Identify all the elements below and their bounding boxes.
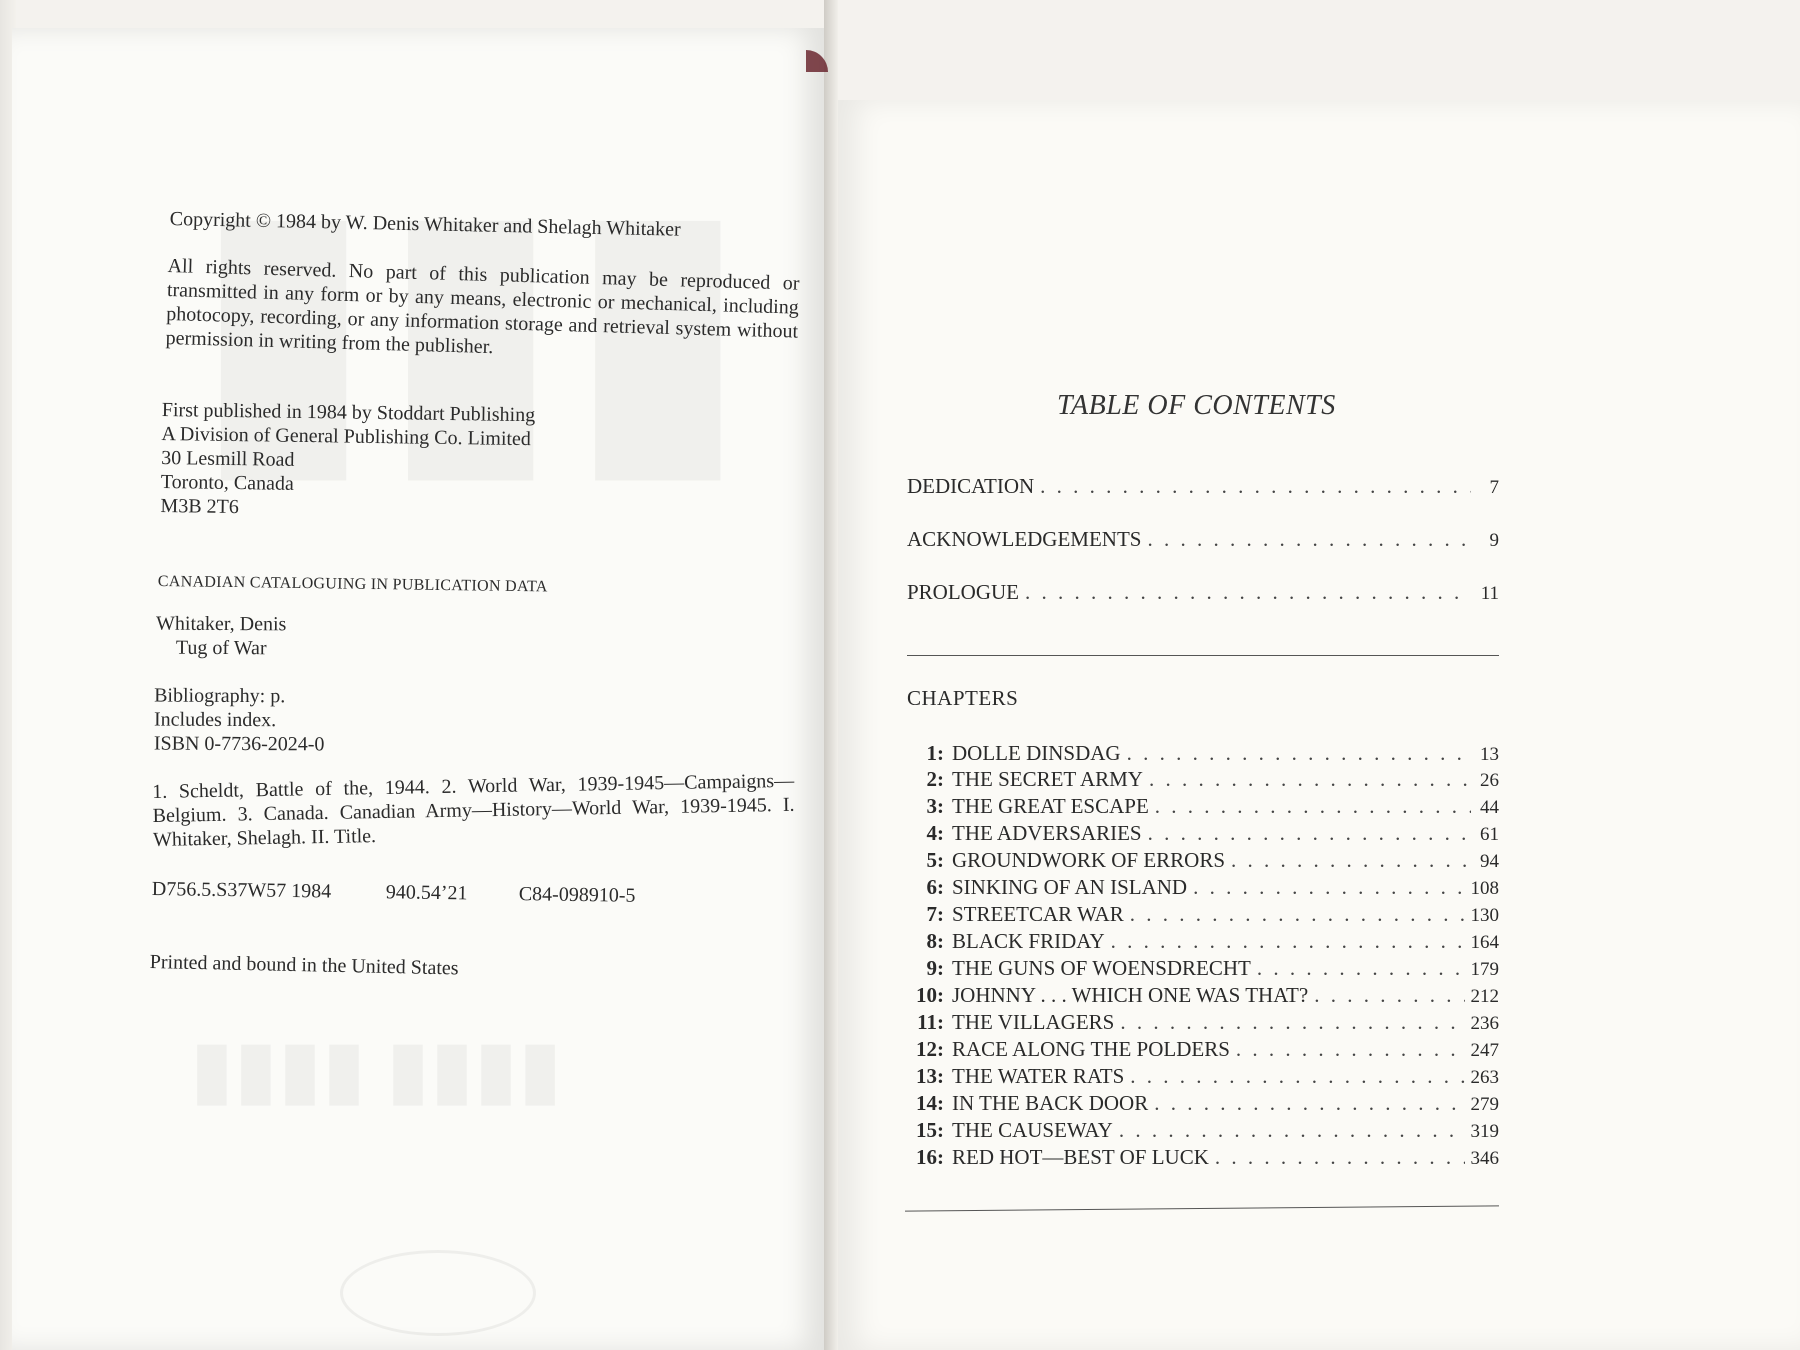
catalog-author: Whitaker, Denis — [156, 612, 287, 636]
dot-leader — [1119, 1118, 1465, 1143]
chapter-entry — [902, 1091, 1499, 1117]
dot-leader — [1127, 741, 1471, 766]
dewey-number: 940.54’21 — [385, 881, 468, 905]
chapter-title: IN THE BACK DOOR — [952, 1091, 1149, 1115]
chapter-page: 164 — [1470, 932, 1499, 953]
chapter-entry — [902, 929, 1499, 955]
dot-leader — [1040, 474, 1471, 499]
bibliography-note: Bibliography: p. — [154, 684, 286, 708]
divider-rule — [907, 655, 1499, 656]
chapter-page: 236 — [1470, 1013, 1499, 1034]
chapter-title: THE CAUSEWAY — [952, 1118, 1113, 1142]
chapter-number: 3: — [926, 794, 944, 818]
publisher-line: A Division of General Publishing Co. Limited — [161, 422, 532, 451]
toc-entry — [907, 580, 1499, 610]
lc-number: D756.5.S37W57 1984 — [151, 877, 332, 903]
chapter-page: 247 — [1470, 1040, 1499, 1061]
chapter-entry — [902, 767, 1499, 793]
toc-entry-page: 7 — [1489, 477, 1499, 498]
dot-leader — [1147, 527, 1471, 552]
chapter-number: 12: — [916, 1037, 944, 1061]
toc-title: TABLE OF CONTENTS — [1057, 390, 1336, 421]
toc-entry-page: 11 — [1480, 583, 1499, 604]
dot-leader — [1257, 956, 1465, 981]
isbn: ISBN 0-7736-2024-0 — [153, 732, 325, 756]
chapter-number: 14: — [916, 1091, 944, 1115]
chapter-title: THE SECRET ARMY — [952, 767, 1143, 791]
dot-leader — [1120, 1010, 1464, 1035]
chapter-page: 319 — [1470, 1121, 1499, 1142]
catalog-author-block — [156, 612, 287, 661]
catalog-title: Tug of War — [175, 636, 267, 660]
chapter-entry — [902, 956, 1499, 982]
publisher-line: M3B 2T6 — [160, 494, 239, 519]
chapter-page: 212 — [1470, 986, 1499, 1007]
chapter-entry — [902, 1010, 1499, 1036]
chapter-title: RACE ALONG THE POLDERS — [952, 1037, 1230, 1061]
cip-number: C84-098910-5 — [518, 883, 636, 907]
publisher-block — [160, 398, 535, 523]
chapter-number: 16: — [916, 1145, 944, 1169]
chapter-title: THE WATER RATS — [952, 1064, 1125, 1088]
chapter-number: 11: — [917, 1010, 944, 1034]
dot-leader — [1130, 902, 1465, 927]
chapter-number: 4: — [926, 821, 944, 845]
chapter-title: THE GUNS OF WOENSDRECHT — [952, 956, 1251, 980]
toc-entry — [907, 474, 1499, 504]
chapter-page: 279 — [1470, 1094, 1499, 1115]
chapter-entry — [902, 875, 1499, 901]
dot-leader — [1155, 794, 1471, 819]
chapter-number: 1: — [926, 741, 944, 765]
toc-entry-label: DEDICATION — [907, 474, 1035, 498]
dot-leader — [1314, 983, 1464, 1008]
dot-leader — [1236, 1037, 1465, 1062]
chapter-title: SINKING OF AN ISLAND — [952, 875, 1188, 899]
chapter-page: 61 — [1480, 824, 1499, 845]
chapter-page: 179 — [1470, 959, 1499, 980]
chapter-number: 9: — [926, 956, 944, 980]
chapter-entry — [902, 1037, 1499, 1063]
catalog-heading: CANADIAN CATALOGUING IN PUBLICATION DATA — [157, 572, 548, 596]
printed-notice: Printed and bound in the United States — [149, 950, 459, 980]
dot-leader — [1111, 929, 1465, 954]
toc-entry-label: PROLOGUE — [907, 580, 1020, 604]
chapter-title: RED HOT—BEST OF LUCK — [952, 1145, 1209, 1169]
chapter-entry — [902, 902, 1499, 928]
index-note: Includes index. — [153, 708, 277, 732]
chapter-number: 8: — [926, 929, 944, 953]
chapter-title: THE VILLAGERS — [952, 1010, 1115, 1034]
dot-leader — [1149, 767, 1471, 792]
chapter-number: 13: — [916, 1064, 944, 1088]
chapter-title: THE ADVERSARIES — [952, 821, 1142, 845]
chapters-heading: CHAPTERS — [907, 686, 1019, 710]
gutter — [824, 0, 838, 1350]
chapter-entry — [902, 1064, 1499, 1090]
dot-leader — [1025, 580, 1471, 605]
chapter-page: 94 — [1480, 851, 1499, 872]
chapter-page: 108 — [1470, 878, 1499, 899]
chapter-number: 7: — [926, 902, 944, 926]
chapter-entry — [902, 848, 1499, 874]
chapter-title: DOLLE DINSDAG — [952, 741, 1121, 765]
dot-leader — [1148, 821, 1471, 846]
chapter-entry — [902, 821, 1499, 847]
dot-leader — [1193, 875, 1464, 900]
dot-leader — [1231, 848, 1471, 873]
chapter-number: 6: — [926, 875, 944, 899]
chapter-page: 130 — [1470, 905, 1499, 926]
chapter-entry — [902, 983, 1499, 1009]
publisher-line: First published in 1984 by Stoddart Publishing — [161, 398, 536, 427]
chapter-number: 10: — [916, 983, 944, 1007]
chapter-number: 5: — [926, 848, 944, 872]
chapter-entry — [902, 794, 1499, 820]
chapter-title: STREETCAR WAR — [952, 902, 1124, 926]
catalog-notes — [154, 684, 325, 757]
toc-entry-label: ACKNOWLEDGEMENTS — [907, 527, 1142, 551]
toc-entry-page: 9 — [1489, 530, 1499, 551]
chapter-page: 346 — [1470, 1148, 1499, 1169]
chapter-title: GROUNDWORK OF ERRORS — [952, 848, 1226, 872]
dot-leader — [1130, 1064, 1464, 1089]
chapter-page: 263 — [1470, 1067, 1499, 1088]
chapter-entry — [902, 1118, 1499, 1144]
chapter-number: 2: — [926, 767, 944, 791]
dot-leader — [1154, 1091, 1464, 1116]
chapter-page: 13 — [1480, 744, 1499, 765]
copyright-line: Copyright © 1984 by W. Denis Whitaker and Shelagh Whitaker — [169, 207, 681, 241]
chapter-title: THE GREAT ESCAPE — [952, 794, 1149, 818]
chapter-number: 15: — [916, 1118, 944, 1142]
chapter-title: BLACK FRIDAY — [952, 929, 1105, 953]
publisher-line: 30 Lesmill Road — [161, 446, 295, 471]
rights-notice: All rights reserved. No part of this publication may be reproduced or transmitted in any form or by any means, electronic or mechanical, including photocopy, recording, or any information storage and retrieval system without permission in writing from the publisher. — [165, 254, 800, 359]
catalog-subjects: 1. Scheldt, Battle of the, 1944. 2. World War, 1939-1945—Campaigns—Belgium. 3. Canada. Canadian Army—History—World War, 1939-1945. I. Whitaker, Shelagh. II. Title. — [152, 769, 795, 851]
dot-leader — [1215, 1145, 1465, 1170]
chapter-page: 26 — [1480, 770, 1499, 791]
chapter-entry — [902, 741, 1499, 767]
toc-entry — [907, 527, 1499, 557]
chapter-entry — [902, 1145, 1499, 1171]
chapter-page: 44 — [1480, 797, 1499, 818]
publisher-line: Toronto, Canada — [160, 470, 294, 495]
chapter-title: JOHNNY . . . WHICH ONE WAS THAT? — [952, 983, 1309, 1007]
